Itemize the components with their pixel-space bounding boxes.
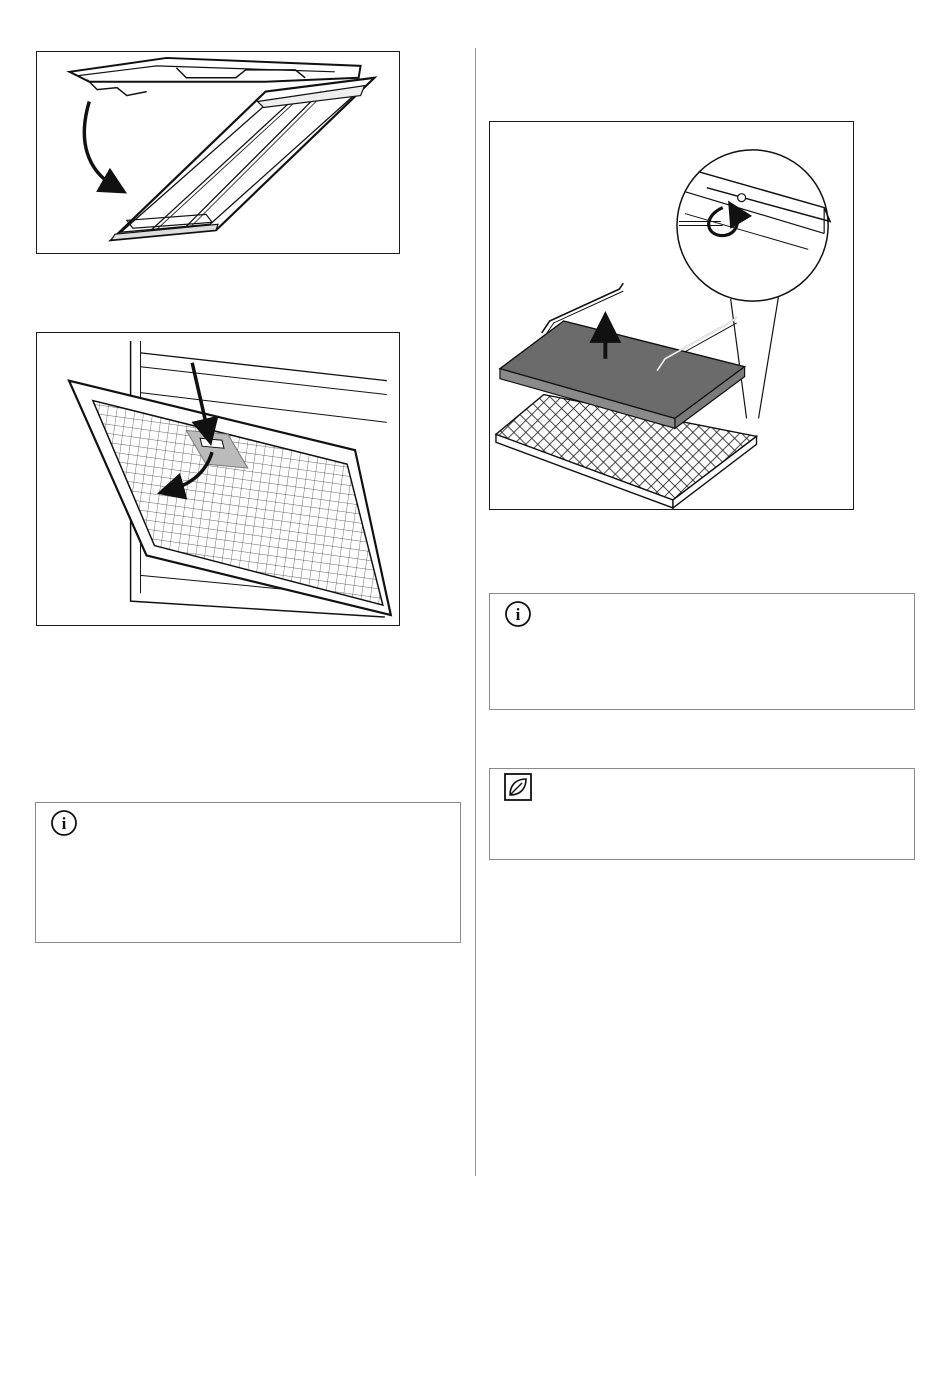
carbon-filter-replacement-figure [489, 121, 854, 510]
eco-note-right [489, 768, 915, 860]
info-icon [50, 809, 78, 837]
svg-text:i: i [515, 605, 521, 624]
leaf-icon [504, 773, 532, 801]
info-icon [504, 600, 532, 628]
info-note-left [35, 802, 461, 943]
grease-filter-release-latch-figure [36, 332, 400, 626]
column-divider [475, 48, 476, 1176]
svg-text:i: i [61, 814, 67, 833]
info-note-right [489, 593, 915, 710]
grease-filter-hinged-open-figure [36, 51, 400, 254]
